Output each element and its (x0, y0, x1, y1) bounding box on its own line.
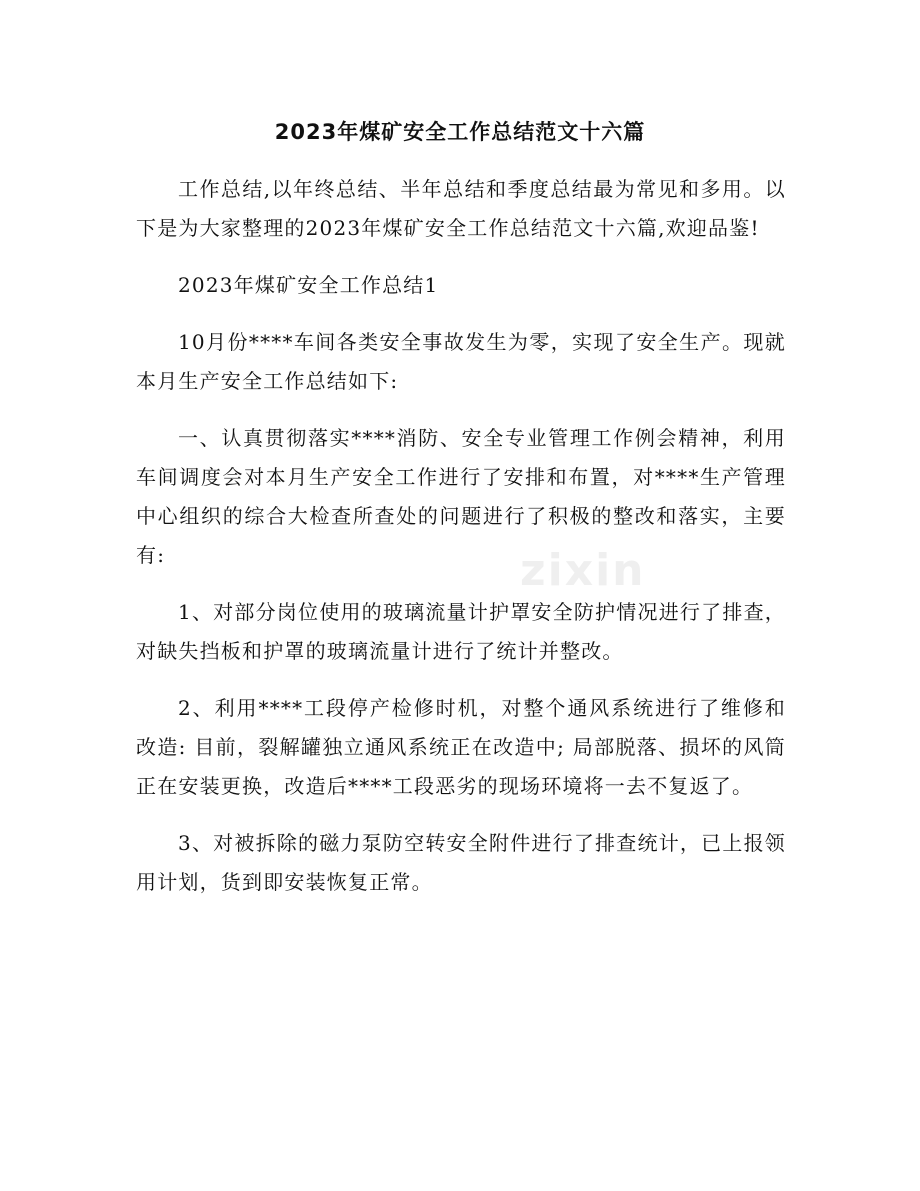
item-paragraph-1: 一、认真贯彻落实****消防、安全专业管理工作例会精神，利用车间调度会对本月生产安全工作进行了安排和布置，对****生产管理中心组织的综合大检查所查处的问题进行了积极的整改和落实，主要有: (136, 426, 786, 567)
summary-paragraph: 10月份****车间各类安全事故发生为零，实现了安全生产。现就本月生产安全工作总结如下: (136, 330, 786, 393)
item-paragraph-2: 1、对部分岗位使用的玻璃流量计护罩安全防护情况进行了排查，对缺失挡板和护罩的玻璃流量计进行了统计并整改。 (136, 600, 786, 663)
intro-paragraph: 工作总结,以年终总结、半年总结和季度总结最为常见和多用。以下是为大家整理的2023年煤矿安全工作总结范文十六篇,欢迎品鉴! (136, 177, 786, 240)
item-paragraph-4: 3、对被拆除的磁力泵防空转安全附件进行了排查统计，已上报领用计划，货到即安装恢复正常。 (136, 831, 786, 894)
watermark: zixin (520, 545, 646, 596)
document-title: 2023年煤矿安全工作总结范文十六篇 (274, 120, 646, 144)
item-paragraph-3: 2、利用****工段停产检修时机，对整个通风系统进行了维修和改造: 目前，裂解罐独立通风系统正在改造中; 局部脱落、损坏的风筒正在安装更换，改造后****工段恶劣的现场环境将一去不复返了。 (136, 696, 786, 798)
document-body (136, 170, 786, 920)
section-heading: 2023年煤矿安全工作总结1 (178, 273, 439, 297)
